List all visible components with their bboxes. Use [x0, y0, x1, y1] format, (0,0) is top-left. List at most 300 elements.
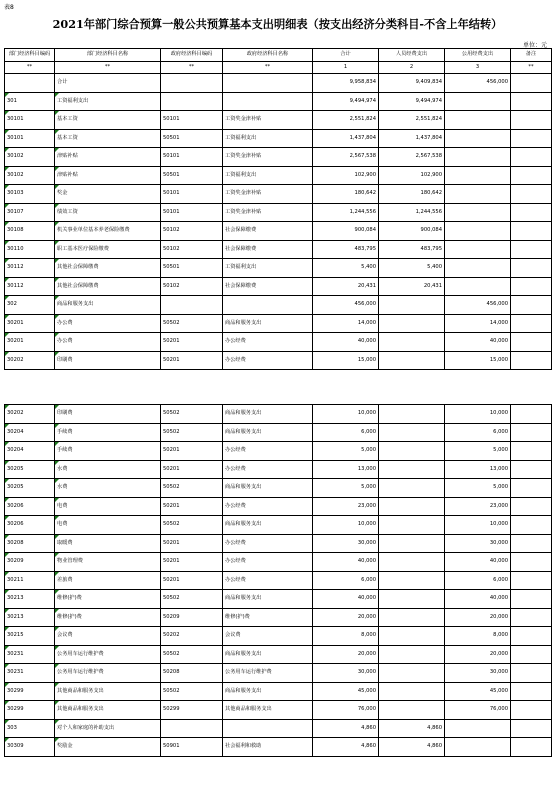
- personnel-cell: [379, 627, 445, 646]
- table-row: [5, 608, 552, 627]
- personnel-cell: [379, 423, 445, 442]
- gov-name-cell: 商品和服务支出: [223, 645, 313, 664]
- gov-name-cell: 办公经费: [223, 497, 313, 516]
- total-cell: 9,494,974: [313, 92, 379, 111]
- personnel-cell: [379, 479, 445, 498]
- personnel-cell: [379, 314, 445, 333]
- page-title: 2021年部门综合预算一般公共预算基本支出明细表（按支出经济分类科目-不含上年结转）: [52, 17, 503, 31]
- table-row: [5, 277, 552, 296]
- total-cell: 2,551,824: [313, 111, 379, 130]
- public-cell: 20,000: [445, 608, 511, 627]
- remark-cell: [511, 719, 552, 738]
- dept-code-cell: 30209: [5, 553, 55, 572]
- dept-code-cell: 30201: [5, 333, 55, 352]
- gov-code-cell: 50501: [161, 166, 223, 185]
- gov-name-cell: 社会保障缴费: [223, 277, 313, 296]
- total-cell: 76,000: [313, 701, 379, 720]
- total-cell: 15,000: [313, 351, 379, 370]
- remark-cell: [511, 442, 552, 461]
- table-row: [5, 571, 552, 590]
- dept-name-cell: 维修(护)费: [55, 590, 161, 609]
- remark-cell: [511, 185, 552, 204]
- total-cell: 20,000: [313, 608, 379, 627]
- total-cell: 30,000: [313, 534, 379, 553]
- remark-cell: [511, 240, 552, 259]
- personnel-cell: [379, 534, 445, 553]
- personnel-cell: [379, 333, 445, 352]
- dept-code-cell: 30299: [5, 701, 55, 720]
- public-cell: 45,000: [445, 682, 511, 701]
- personnel-cell: 2,551,824: [379, 111, 445, 130]
- dept-name-cell: 合计: [55, 74, 161, 93]
- remark-cell: [511, 314, 552, 333]
- dept-name-cell: 公务用车运行维护费: [55, 645, 161, 664]
- gov-name-cell: 其他商品和服务支出: [223, 701, 313, 720]
- gov-code-cell: 50201: [161, 442, 223, 461]
- remark-cell: [511, 423, 552, 442]
- table-row: [5, 701, 552, 720]
- total-cell: 40,000: [313, 333, 379, 352]
- personnel-cell: 4,860: [379, 719, 445, 738]
- remark-cell: [511, 74, 552, 93]
- public-cell: 6,000: [445, 423, 511, 442]
- public-cell: 40,000: [445, 590, 511, 609]
- remark-cell: [511, 405, 552, 424]
- dept-code-cell: [5, 74, 55, 93]
- personnel-cell: [379, 682, 445, 701]
- gov-code-cell: 50901: [161, 738, 223, 757]
- total-cell: 1,437,804: [313, 129, 379, 148]
- personnel-cell: [379, 590, 445, 609]
- dept-name-cell: 维修(护)费: [55, 608, 161, 627]
- gov-code-cell: 50502: [161, 314, 223, 333]
- public-cell: 20,000: [445, 645, 511, 664]
- gov-name-cell: 维修(护)费: [223, 608, 313, 627]
- total-cell: 1,244,556: [313, 203, 379, 222]
- dept-code-cell: 30101: [5, 111, 55, 130]
- dept-code-cell: 30215: [5, 627, 55, 646]
- remark-cell: [511, 682, 552, 701]
- dept-name-cell: 工资福利支出: [55, 92, 161, 111]
- public-cell: [445, 222, 511, 241]
- remark-cell: [511, 701, 552, 720]
- gov-code-cell: 50501: [161, 259, 223, 278]
- public-cell: [445, 92, 511, 111]
- table-row: [5, 148, 552, 167]
- dept-code-cell: 303: [5, 719, 55, 738]
- remark-cell: [511, 497, 552, 516]
- remark-cell: [511, 460, 552, 479]
- dept-name-cell: 津贴补贴: [55, 166, 161, 185]
- dept-name-cell: 办公费: [55, 333, 161, 352]
- dept-name-cell: 商品和服务支出: [55, 296, 161, 315]
- gov-code-cell: 50101: [161, 111, 223, 130]
- dept-name-cell: 办公费: [55, 314, 161, 333]
- table-row: [5, 534, 552, 553]
- public-cell: [445, 259, 511, 278]
- total-cell: 180,642: [313, 185, 379, 204]
- public-cell: 40,000: [445, 333, 511, 352]
- public-cell: 76,000: [445, 701, 511, 720]
- public-cell: [445, 148, 511, 167]
- dept-name-cell: 其他社会保障缴费: [55, 259, 161, 278]
- gov-code-cell: 50201: [161, 460, 223, 479]
- public-cell: 14,000: [445, 314, 511, 333]
- gov-code-cell: 50501: [161, 129, 223, 148]
- gov-name-cell: 办公经费: [223, 442, 313, 461]
- table-row: [5, 590, 552, 609]
- dept-code-cell: 30112: [5, 277, 55, 296]
- dept-name-cell: 机关事业单位基本养老保险缴费: [55, 222, 161, 241]
- personnel-cell: 5,400: [379, 259, 445, 278]
- budget-table-bottom: [4, 404, 552, 757]
- gov-code-cell: [161, 92, 223, 111]
- gov-code-cell: 50102: [161, 240, 223, 259]
- gov-name-cell: 商品和服务支出: [223, 479, 313, 498]
- column-header: 部门经济科目名称: [55, 49, 161, 62]
- gov-name-cell: 办公经费: [223, 351, 313, 370]
- column-header: 合计: [313, 49, 379, 62]
- dept-code-cell: 30213: [5, 590, 55, 609]
- total-cell: 40,000: [313, 590, 379, 609]
- dept-name-cell: 对个人和家庭的补助支出: [55, 719, 161, 738]
- gov-code-cell: 50201: [161, 571, 223, 590]
- table-row: [5, 240, 552, 259]
- table-row: [5, 553, 552, 572]
- column-header: 部门经济科目编码: [5, 49, 55, 62]
- total-cell: 20,000: [313, 645, 379, 664]
- personnel-cell: 9,494,974: [379, 92, 445, 111]
- dept-code-cell: 30102: [5, 166, 55, 185]
- remark-cell: [511, 534, 552, 553]
- dept-name-cell: 奖励金: [55, 738, 161, 757]
- remark-cell: [511, 590, 552, 609]
- remark-cell: [511, 351, 552, 370]
- gov-name-cell: 商品和服务支出: [223, 590, 313, 609]
- total-cell: 6,000: [313, 571, 379, 590]
- dept-code-cell: 30112: [5, 259, 55, 278]
- dept-name-cell: 印刷费: [55, 405, 161, 424]
- gov-code-cell: 50201: [161, 497, 223, 516]
- gov-code-cell: 50299: [161, 701, 223, 720]
- column-index: **: [511, 62, 552, 74]
- dept-code-cell: 30231: [5, 664, 55, 683]
- gov-name-cell: 社会保障缴费: [223, 222, 313, 241]
- public-cell: [445, 111, 511, 130]
- gov-code-cell: [161, 296, 223, 315]
- table-row: [5, 296, 552, 315]
- gov-code-cell: 50502: [161, 479, 223, 498]
- gov-code-cell: 50201: [161, 333, 223, 352]
- public-cell: [445, 185, 511, 204]
- dept-name-cell: 津贴补贴: [55, 148, 161, 167]
- dept-name-cell: 差旅费: [55, 571, 161, 590]
- total-cell: 10,000: [313, 405, 379, 424]
- remark-cell: [511, 277, 552, 296]
- remark-cell: [511, 627, 552, 646]
- public-cell: 30,000: [445, 534, 511, 553]
- dept-code-cell: 30231: [5, 645, 55, 664]
- gov-name-cell: 工资奖金津补贴: [223, 111, 313, 130]
- personnel-cell: [379, 608, 445, 627]
- dept-code-cell: 30299: [5, 682, 55, 701]
- dept-name-cell: 会议费: [55, 627, 161, 646]
- gov-name-cell: 办公经费: [223, 553, 313, 572]
- public-cell: 13,000: [445, 460, 511, 479]
- dept-name-cell: 奖金: [55, 185, 161, 204]
- table-row: [5, 645, 552, 664]
- table-row: [5, 166, 552, 185]
- gov-name-cell: 工资奖金津补贴: [223, 185, 313, 204]
- dept-code-cell: 30208: [5, 534, 55, 553]
- column-header: 公用经费支出: [445, 49, 511, 62]
- public-cell: 10,000: [445, 405, 511, 424]
- table-row: [5, 497, 552, 516]
- dept-code-cell: 30204: [5, 423, 55, 442]
- table-row: [5, 405, 552, 424]
- total-cell: 13,000: [313, 460, 379, 479]
- table-row: [5, 479, 552, 498]
- personnel-cell: [379, 442, 445, 461]
- dept-code-cell: 30108: [5, 222, 55, 241]
- column-header: 政府经济科目编码: [161, 49, 223, 62]
- dept-code-cell: 30110: [5, 240, 55, 259]
- dept-name-cell: 手续费: [55, 423, 161, 442]
- table-row: [5, 664, 552, 683]
- gov-code-cell: 50201: [161, 534, 223, 553]
- gov-name-cell: 商品和服务支出: [223, 423, 313, 442]
- total-cell: 456,000: [313, 296, 379, 315]
- public-cell: [445, 738, 511, 757]
- gov-name-cell: 商品和服务支出: [223, 405, 313, 424]
- dept-name-cell: 公务用车运行维护费: [55, 664, 161, 683]
- remark-cell: [511, 129, 552, 148]
- total-cell: 23,000: [313, 497, 379, 516]
- gov-code-cell: [161, 74, 223, 93]
- gov-name-cell: 商品和服务支出: [223, 314, 313, 333]
- gov-code-cell: 50502: [161, 682, 223, 701]
- personnel-cell: [379, 296, 445, 315]
- total-cell: 4,860: [313, 738, 379, 757]
- gov-code-cell: 50209: [161, 608, 223, 627]
- dept-name-cell: 其他社会保障缴费: [55, 277, 161, 296]
- dept-code-cell: 302: [5, 296, 55, 315]
- dept-name-cell: 取暖费: [55, 534, 161, 553]
- remark-cell: [511, 738, 552, 757]
- table-row: [5, 516, 552, 535]
- gov-code-cell: 50502: [161, 405, 223, 424]
- total-cell: 10,000: [313, 516, 379, 535]
- gov-code-cell: 50102: [161, 277, 223, 296]
- gov-name-cell: [223, 92, 313, 111]
- gov-code-cell: 50208: [161, 664, 223, 683]
- dept-name-cell: 绩效工资: [55, 203, 161, 222]
- personnel-cell: [379, 645, 445, 664]
- public-cell: 6,000: [445, 571, 511, 590]
- public-cell: 30,000: [445, 664, 511, 683]
- dept-name-cell: 基本工资: [55, 111, 161, 130]
- table-row: [5, 333, 552, 352]
- total-cell: 102,900: [313, 166, 379, 185]
- dept-code-cell: 30101: [5, 129, 55, 148]
- gov-name-cell: 社会福利和救助: [223, 738, 313, 757]
- dept-code-cell: 30206: [5, 497, 55, 516]
- column-header: 备注: [511, 49, 552, 62]
- personnel-cell: 2,567,538: [379, 148, 445, 167]
- total-cell: 20,431: [313, 277, 379, 296]
- total-cell: 5,000: [313, 479, 379, 498]
- personnel-cell: 900,084: [379, 222, 445, 241]
- gov-name-cell: [223, 74, 313, 93]
- personnel-cell: 1,244,556: [379, 203, 445, 222]
- gov-name-cell: 办公经费: [223, 460, 313, 479]
- gov-name-cell: [223, 719, 313, 738]
- table-row: [5, 460, 552, 479]
- table-row: [5, 259, 552, 278]
- gov-name-cell: 办公经费: [223, 534, 313, 553]
- table-row: [5, 222, 552, 241]
- budget-table-top: [4, 48, 552, 370]
- dept-name-cell: 电费: [55, 516, 161, 535]
- table-number: 表8: [4, 4, 14, 11]
- public-cell: [445, 240, 511, 259]
- table-row: [5, 682, 552, 701]
- public-cell: 5,000: [445, 442, 511, 461]
- remark-cell: [511, 259, 552, 278]
- public-cell: 10,000: [445, 516, 511, 535]
- public-cell: 8,000: [445, 627, 511, 646]
- public-cell: [445, 203, 511, 222]
- gov-name-cell: 工资福利支出: [223, 129, 313, 148]
- personnel-cell: 1,437,804: [379, 129, 445, 148]
- public-cell: 40,000: [445, 553, 511, 572]
- gov-name-cell: 办公经费: [223, 571, 313, 590]
- dept-name-cell: 印刷费: [55, 351, 161, 370]
- gov-name-cell: 工资奖金津补贴: [223, 148, 313, 167]
- remark-cell: [511, 166, 552, 185]
- personnel-cell: [379, 460, 445, 479]
- gov-name-cell: 会议费: [223, 627, 313, 646]
- remark-cell: [511, 645, 552, 664]
- remark-cell: [511, 664, 552, 683]
- gov-name-cell: 商品和服务支出: [223, 682, 313, 701]
- remark-cell: [511, 92, 552, 111]
- dept-code-cell: 30309: [5, 738, 55, 757]
- remark-cell: [511, 222, 552, 241]
- personnel-cell: 4,860: [379, 738, 445, 757]
- gov-name-cell: 商品和服务支出: [223, 516, 313, 535]
- dept-code-cell: 30211: [5, 571, 55, 590]
- public-cell: 456,000: [445, 74, 511, 93]
- total-cell: 9,958,834: [313, 74, 379, 93]
- personnel-cell: [379, 553, 445, 572]
- remark-cell: [511, 111, 552, 130]
- public-cell: 5,000: [445, 479, 511, 498]
- dept-name-cell: 基本工资: [55, 129, 161, 148]
- public-cell: [445, 129, 511, 148]
- personnel-cell: [379, 497, 445, 516]
- gov-code-cell: 50101: [161, 203, 223, 222]
- table-row: [5, 738, 552, 757]
- remark-cell: [511, 148, 552, 167]
- public-cell: 456,000: [445, 296, 511, 315]
- dept-name-cell: 水费: [55, 479, 161, 498]
- table-row: [5, 111, 552, 130]
- dept-code-cell: 30205: [5, 479, 55, 498]
- dept-code-cell: 30102: [5, 148, 55, 167]
- public-cell: [445, 277, 511, 296]
- total-cell: 14,000: [313, 314, 379, 333]
- table-row: [5, 314, 552, 333]
- public-cell: 15,000: [445, 351, 511, 370]
- dept-code-cell: 30202: [5, 351, 55, 370]
- header-row: [5, 49, 552, 62]
- column-header: 政府经济科目名称: [223, 49, 313, 62]
- total-cell: 45,000: [313, 682, 379, 701]
- total-cell: 2,567,538: [313, 148, 379, 167]
- column-index: **: [161, 62, 223, 74]
- dept-name-cell: 职工基本医疗保险缴费: [55, 240, 161, 259]
- gov-name-cell: 社会保障缴费: [223, 240, 313, 259]
- personnel-cell: [379, 701, 445, 720]
- dept-name-cell: 水费: [55, 460, 161, 479]
- gov-code-cell: 50201: [161, 351, 223, 370]
- gov-name-cell: 办公经费: [223, 333, 313, 352]
- table-row: [5, 351, 552, 370]
- personnel-cell: [379, 405, 445, 424]
- personnel-cell: 102,900: [379, 166, 445, 185]
- total-cell: 5,000: [313, 442, 379, 461]
- remark-cell: [511, 203, 552, 222]
- table-row: [5, 74, 552, 93]
- table-row: [5, 92, 552, 111]
- table-row: [5, 129, 552, 148]
- dept-code-cell: 30205: [5, 460, 55, 479]
- gov-code-cell: [161, 719, 223, 738]
- total-cell: 4,860: [313, 719, 379, 738]
- total-cell: 483,795: [313, 240, 379, 259]
- dept-name-cell: 手续费: [55, 442, 161, 461]
- dept-code-cell: 301: [5, 92, 55, 111]
- gov-code-cell: 50102: [161, 222, 223, 241]
- subheader-row: [5, 62, 552, 74]
- total-cell: 5,400: [313, 259, 379, 278]
- personnel-cell: [379, 664, 445, 683]
- remark-cell: [511, 479, 552, 498]
- gov-code-cell: 50101: [161, 148, 223, 167]
- dept-code-cell: 30107: [5, 203, 55, 222]
- dept-name-cell: 其他商品和服务支出: [55, 682, 161, 701]
- gov-code-cell: 50502: [161, 590, 223, 609]
- gov-name-cell: [223, 296, 313, 315]
- column-index: 1: [313, 62, 379, 74]
- dept-code-cell: 30103: [5, 185, 55, 204]
- dept-name-cell: 物业管理费: [55, 553, 161, 572]
- total-cell: 40,000: [313, 553, 379, 572]
- public-cell: [445, 719, 511, 738]
- remark-cell: [511, 333, 552, 352]
- personnel-cell: [379, 571, 445, 590]
- remark-cell: [511, 571, 552, 590]
- table-row: [5, 423, 552, 442]
- gov-code-cell: 50502: [161, 645, 223, 664]
- column-header: 人员经费支出: [379, 49, 445, 62]
- table-row: [5, 442, 552, 461]
- dept-code-cell: 30202: [5, 405, 55, 424]
- total-cell: 6,000: [313, 423, 379, 442]
- dept-code-cell: 30206: [5, 516, 55, 535]
- remark-cell: [511, 296, 552, 315]
